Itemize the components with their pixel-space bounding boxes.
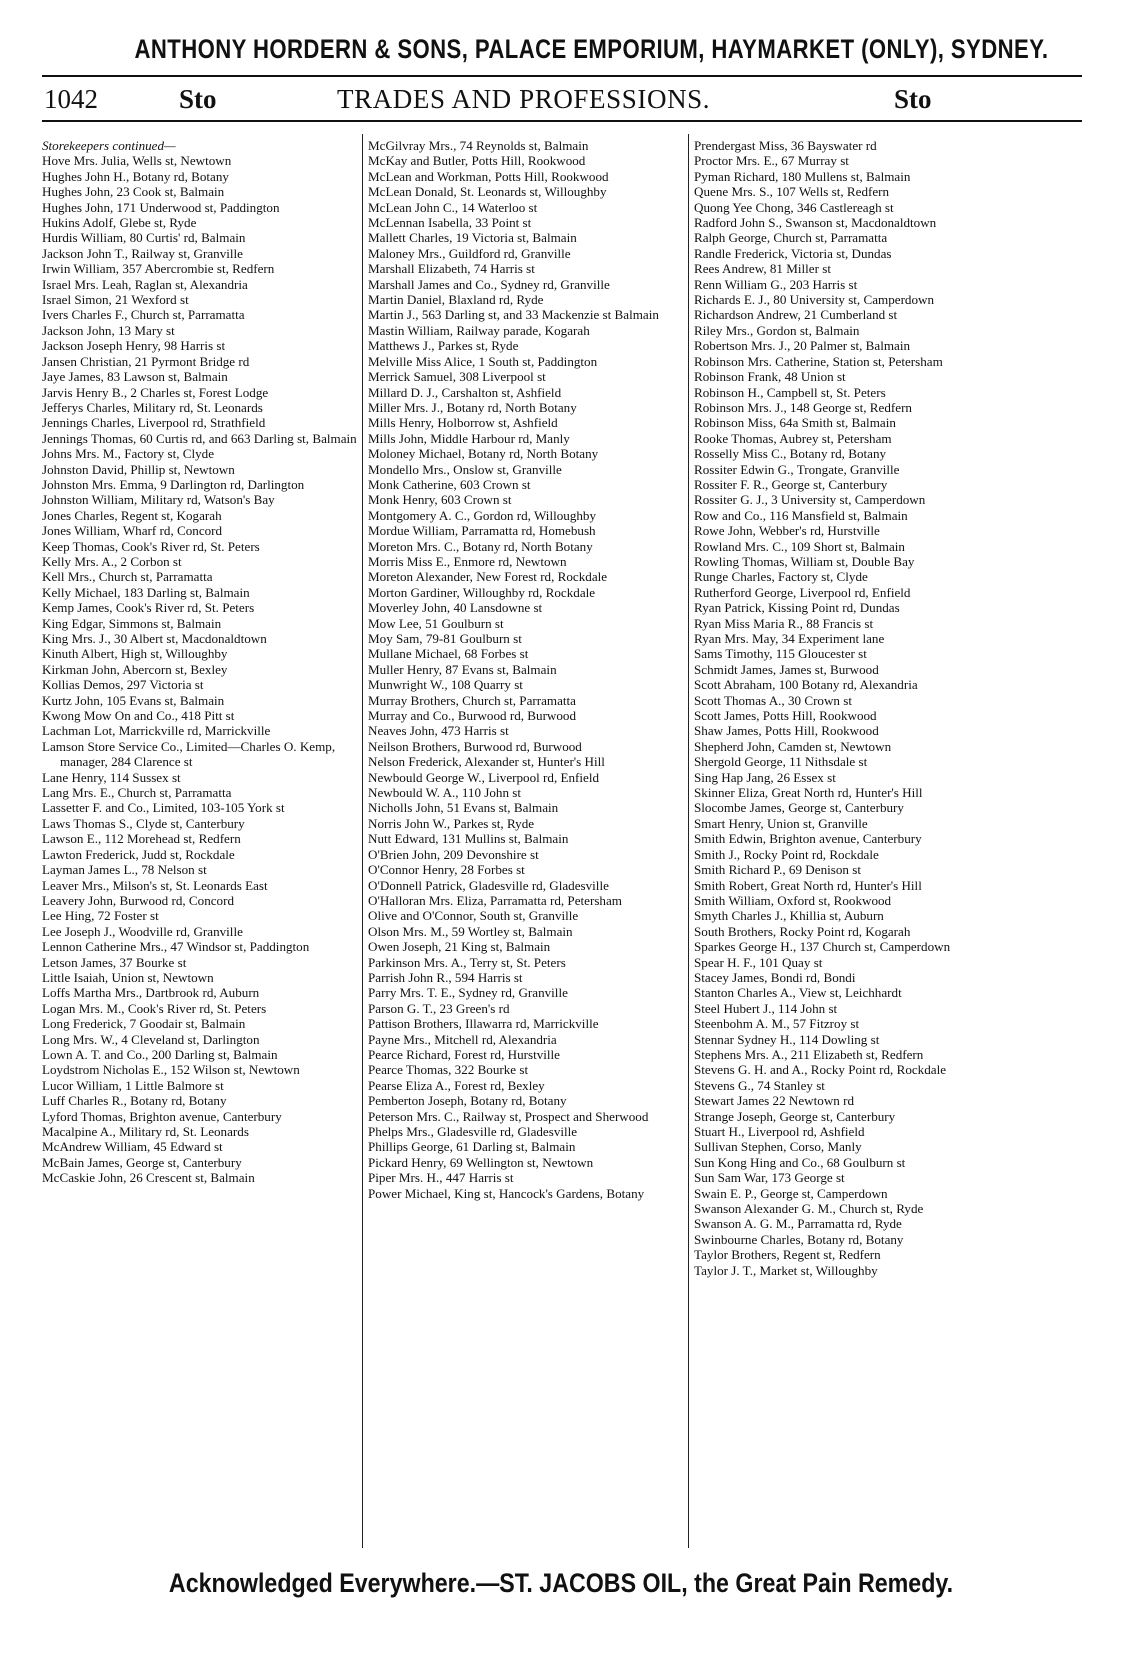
- page-number: 1042: [44, 84, 98, 114]
- section-label-right: Sto: [894, 84, 932, 114]
- directory-entry: Monk Catherine, 603 Crown st: [368, 476, 531, 492]
- directory-entry: Merrick Samuel, 308 Liverpool st: [368, 369, 546, 385]
- directory-entry: McLean and Workman, Potts Hill, Rookwood: [368, 168, 609, 184]
- directory-entry: Riley Mrs., Gordon st, Balmain: [694, 322, 860, 338]
- directory-entry: Stanton Charles A., View st, Leichhardt: [694, 985, 902, 1001]
- directory-entry: Scott Abraham, 100 Botany rd, Alexandria: [694, 677, 918, 693]
- directory-entry: Moloney Michael, Botany rd, North Botany: [368, 446, 599, 462]
- directory-entry: Parry Mrs. T. E., Sydney rd, Granville: [368, 985, 568, 1001]
- directory-entry: Israel Simon, 21 Wexford st: [42, 292, 189, 308]
- directory-entry: Jefferys Charles, Military rd, St. Leonards: [42, 399, 263, 415]
- listing-column-2: [368, 138, 686, 1548]
- directory-entry: Robertson Mrs. J., 20 Palmer st, Balmain: [694, 338, 911, 354]
- directory-entry: Laws Thomas S., Clyde st, Canterbury: [42, 815, 245, 831]
- directory-entry: Johns Mrs. M., Factory st, Clyde: [42, 446, 215, 462]
- directory-entry: Peterson Mrs. C., Railway st, Prospect and Sherwood: [368, 1108, 649, 1124]
- directory-entry: Row and Co., 116 Mansfield st, Balmain: [694, 507, 908, 523]
- directory-entry: Lamson Store Service Co., Limited—Charles O. Kemp, manager, 284 Clarence st: [42, 738, 336, 770]
- directory-entry: Nelson Frederick, Alexander st, Hunter's Hill: [368, 754, 605, 770]
- directory-entry: Ralph George, Church st, Parramatta: [694, 230, 888, 246]
- directory-entry: Little Isaiah, Union st, Newtown: [42, 969, 214, 985]
- directory-entry: Nutt Edward, 131 Mullins st, Balmain: [368, 831, 569, 847]
- directory-entry: McLean Donald, St. Leonards st, Willoughby: [368, 184, 607, 200]
- directory-entry: Lachman Lot, Marrickville rd, Marrickville: [42, 723, 271, 739]
- directory-entry: Neaves John, 473 Harris st: [368, 723, 509, 739]
- directory-entry: Shepherd John, Camden st, Newtown: [694, 738, 892, 754]
- directory-entry: Sullivan Stephen, Corso, Manly: [694, 1139, 862, 1155]
- directory-entry: Millard D. J., Carshalton st, Ashfield: [368, 384, 562, 400]
- directory-entry: Owen Joseph, 21 King st, Balmain: [368, 939, 551, 955]
- directory-entry: Robinson Mrs. J., 148 George st, Redfern: [694, 399, 912, 415]
- directory-entry: Lawson E., 112 Morehead st, Redfern: [42, 831, 241, 847]
- directory-entry: Proctor Mrs. E., 67 Murray st: [694, 153, 849, 169]
- directory-entry: Kelly Michael, 183 Darling st, Balmain: [42, 584, 250, 600]
- directory-entry: McAndrew William, 45 Edward st: [42, 1139, 223, 1155]
- directory-entry: Scott Thomas A., 30 Crown st: [694, 692, 852, 708]
- directory-entry: McGilvray Mrs., 74 Reynolds st, Balmain: [368, 138, 589, 153]
- directory-entry: Runge Charles, Factory st, Clyde: [694, 569, 868, 585]
- directory-entry: Smith William, Oxford st, Rookwood: [694, 892, 892, 908]
- directory-entry: South Brothers, Rocky Point rd, Kogarah: [694, 923, 911, 939]
- directory-entry: Rowling Thomas, William st, Double Bay: [694, 553, 915, 569]
- directory-entry: Lucor William, 1 Little Balmore st: [42, 1077, 224, 1093]
- directory-entry: Steel Hubert J., 114 John st: [694, 1000, 838, 1016]
- directory-entry: Lennon Catherine Mrs., 47 Windsor st, Paddington: [42, 939, 310, 955]
- directory-entry: Stephens Mrs. A., 211 Elizabeth st, Redfern: [694, 1046, 924, 1062]
- directory-entry: Neilson Brothers, Burwood rd, Burwood: [368, 738, 582, 754]
- advertising-footer: Acknowledged Everywhere.—ST. JACOBS OIL, the Great Pain Remedy.: [168, 1568, 954, 1598]
- directory-entry: Kelly Mrs. A., 2 Corbon st: [42, 553, 182, 569]
- section-label-left: Sto: [179, 84, 217, 114]
- directory-entry: Hughes John, 171 Underwood st, Paddington: [42, 199, 280, 215]
- directory-entry: Rosselly Miss C., Botany rd, Botany: [694, 446, 887, 462]
- directory-entry: Olive and O'Connor, South st, Granville: [368, 908, 579, 924]
- directory-entry: Swanson Alexander G. M., Church st, Ryde: [694, 1201, 924, 1217]
- directory-entry: Mordue William, Parramatta rd, Homebush: [368, 523, 596, 539]
- directory-entry: Martin Daniel, Blaxland rd, Ryde: [368, 292, 544, 308]
- directory-entry: McLean John C., 14 Waterloo st: [368, 199, 538, 215]
- directory-entry: Sun Kong Hing and Co., 68 Goulburn st: [694, 1154, 906, 1170]
- directory-entry: Sun Sam War, 173 George st: [694, 1170, 845, 1186]
- directory-entry: Israel Mrs. Leah, Raglan st, Alexandria: [42, 276, 248, 292]
- directory-entry: Parkinson Mrs. A., Terry st, St. Peters: [368, 954, 566, 970]
- directory-entry: O'Halloran Mrs. Eliza, Parramatta rd, Petersham: [368, 892, 622, 908]
- directory-entry: Jennings Charles, Liverpool rd, Strathfield: [42, 415, 266, 431]
- directory-entry: Jackson John, 13 Mary st: [42, 322, 175, 338]
- directory-entry: Lang Mrs. E., Church st, Parramatta: [42, 785, 232, 801]
- directory-entry: Lee Joseph J., Woodville rd, Granville: [42, 923, 243, 939]
- directory-entry: Mills John, Middle Harbour rd, Manly: [368, 430, 570, 446]
- directory-entry: Montgomery A. C., Gordon rd, Willoughby: [368, 507, 597, 523]
- directory-entry: Shergold George, 11 Nithsdale st: [694, 754, 868, 770]
- directory-entry: Piper Mrs. H., 447 Harris st: [368, 1170, 514, 1186]
- directory-entry: Phillips George, 61 Darling st, Balmain: [368, 1139, 576, 1155]
- directory-entry: Mastin William, Railway parade, Kogarah: [368, 322, 590, 338]
- directory-entry: McBain James, George st, Canterbury: [42, 1154, 242, 1170]
- directory-entry: Rossiter G. J., 3 University st, Camperdown: [694, 492, 926, 508]
- directory-entry: Parson G. T., 23 Green's rd: [368, 1000, 510, 1016]
- directory-entry: Moy Sam, 79-81 Goulburn st: [368, 631, 522, 646]
- directory-entry: Nicholls John, 51 Evans st, Balmain: [368, 800, 559, 816]
- directory-entry: Kinuth Albert, High st, Willoughby: [42, 646, 228, 662]
- directory-entry: Leaver Mrs., Milson's st, St. Leonards East: [42, 877, 268, 893]
- directory-entry: Smith Edwin, Brighton avenue, Canterbury: [694, 831, 922, 847]
- directory-entry: Pearse Eliza A., Forest rd, Bexley: [368, 1077, 545, 1093]
- directory-entry: Johnston David, Phillip st, Newtown: [42, 461, 235, 477]
- directory-entry: Rees Andrew, 81 Miller st: [694, 261, 831, 277]
- directory-entry: McCaskie John, 26 Crescent st, Balmain: [42, 1170, 255, 1186]
- directory-entry: Power Michael, King st, Hancock's Gardens, Botany: [368, 1185, 645, 1201]
- directory-entry: Rutherford George, Liverpool rd, Enfield: [694, 584, 911, 600]
- directory-entry: Skinner Eliza, Great North rd, Hunter's Hill: [694, 785, 923, 801]
- directory-entry: Hughes John, 23 Cook st, Balmain: [42, 184, 225, 200]
- directory-entry: Morton Gardiner, Willoughby rd, Rockdale: [368, 584, 596, 600]
- page-header: [42, 84, 1082, 120]
- header-rule: [42, 120, 1082, 122]
- directory-entry: Swanson A. G. M., Parramatta rd, Ryde: [694, 1216, 902, 1232]
- directory-entry: Smith J., Rocky Point rd, Rockdale: [694, 846, 879, 862]
- directory-entry: Kurtz John, 105 Evans st, Balmain: [42, 692, 225, 708]
- directory-entry: Jennings Thomas, 60 Curtis rd, and 663 Darling st, Balmain: [42, 430, 357, 446]
- directory-entry: Muller Henry, 87 Evans st, Balmain: [368, 661, 557, 677]
- directory-entry: Marshall Elizabeth, 74 Harris st: [368, 261, 535, 277]
- directory-entry: Keep Thomas, Cook's River rd, St. Peters: [42, 538, 260, 554]
- directory-entry: Morris Miss E., Enmore rd, Newtown: [368, 553, 567, 569]
- directory-entry: Moreton Mrs. C., Botany rd, North Botany: [368, 538, 593, 554]
- directory-entry: Ryan Patrick, Kissing Point rd, Dundas: [694, 600, 900, 616]
- directory-entry: Sparkes George H., 137 Church st, Camperdown: [694, 939, 951, 955]
- directory-entry: Kell Mrs., Church st, Parramatta: [42, 569, 213, 585]
- directory-entry: McLennan Isabella, 33 Point st: [368, 215, 532, 231]
- directory-entry: Smith Robert, Great North rd, Hunter's Hill: [694, 877, 922, 893]
- directory-entry: Taylor Brothers, Regent st, Redfern: [694, 1247, 881, 1263]
- continuation-heading: Storekeepers continued—: [42, 138, 176, 153]
- directory-entry: Radford John S., Swanson st, Macdonaldtown: [694, 215, 937, 231]
- directory-entry: Stennar Sydney H., 114 Dowling st: [694, 1031, 880, 1047]
- directory-entry: Irwin William, 357 Abercrombie st, Redfern: [42, 261, 275, 277]
- directory-entry: Stevens G., 74 Stanley st: [694, 1077, 825, 1093]
- directory-entry: Johnston William, Military rd, Watson's Bay: [42, 492, 275, 508]
- directory-entry: Smith Richard P., 69 Denison st: [694, 862, 861, 878]
- directory-entry: Logan Mrs. M., Cook's River rd, St. Peters: [42, 1000, 267, 1016]
- directory-entry: Smart Henry, Union st, Granville: [694, 815, 868, 831]
- directory-entry: Randle Frederick, Victoria st, Dundas: [694, 245, 892, 261]
- directory-entry: Jones William, Wharf rd, Concord: [42, 523, 223, 539]
- directory-entry: Martin J., 563 Darling st, and 33 Mackenzie st Balmain: [368, 307, 659, 323]
- directory-entry: Taylor J. T., Market st, Willoughby: [694, 1262, 878, 1278]
- directory-entry: Rossiter F. R., George st, Canterbury: [694, 476, 888, 492]
- directory-entry: Rowland Mrs. C., 109 Short st, Balmain: [694, 538, 905, 554]
- directory-entry: Sams Timothy, 115 Gloucester st: [694, 646, 867, 662]
- directory-entry: Lawton Frederick, Judd st, Rockdale: [42, 846, 235, 862]
- directory-entry: Ivers Charles F., Church st, Parramatta: [42, 307, 245, 323]
- directory-entry: Norris John W., Parkes st, Ryde: [368, 815, 535, 831]
- directory-entry: Newbould George W., Liverpool rd, Enfield: [368, 769, 600, 785]
- directory-entry: Johnston Mrs. Emma, 9 Darlington rd, Darlington: [42, 476, 305, 492]
- directory-entry: Long Frederick, 7 Goodair st, Balmain: [42, 1016, 246, 1032]
- directory-entry: Steenbohm A. M., 57 Fitzroy st: [694, 1016, 860, 1032]
- directory-entry: Lyford Thomas, Brighton avenue, Canterbury: [42, 1108, 282, 1124]
- directory-entry: Loffs Martha Mrs., Dartbrook rd, Auburn: [42, 985, 260, 1001]
- directory-entry: Lassetter F. and Co., Limited, 103-105 York st: [42, 800, 285, 816]
- directory-entry: Moreton Alexander, New Forest rd, Rockdale: [368, 569, 608, 585]
- directory-entry: Swinbourne Charles, Botany rd, Botany: [694, 1231, 904, 1247]
- directory-entry: Ryan Miss Maria R., 88 Francis st: [694, 615, 874, 631]
- directory-entry: Robinson Mrs. Catherine, Station st, Petersham: [694, 353, 943, 369]
- directory-entry: O'Brien John, 209 Devonshire st: [368, 846, 539, 862]
- directory-entry: King Mrs. J., 30 Albert st, Macdonaldtown: [42, 631, 267, 646]
- directory-entry: Rooke Thomas, Aubrey st, Petersham: [694, 430, 892, 446]
- directory-entry: Richards E. J., 80 University st, Camperdown: [694, 292, 935, 308]
- directory-entry: Macalpine A., Military rd, St. Leonards: [42, 1124, 249, 1139]
- directory-entry: Layman James L., 78 Nelson st: [42, 862, 207, 878]
- directory-entry: Mallett Charles, 19 Victoria st, Balmain: [368, 230, 577, 246]
- directory-entry: Lown A. T. and Co., 200 Darling st, Balmain: [42, 1046, 278, 1062]
- directory-entry: Mow Lee, 51 Goulburn st: [368, 615, 504, 631]
- directory-entry: Lane Henry, 114 Sussex st: [42, 769, 181, 785]
- directory-entry: Robinson H., Campbell st, St. Peters: [694, 384, 886, 400]
- directory-entry: Jansen Christian, 21 Pyrmont Bridge rd: [42, 353, 250, 369]
- directory-entry: Slocombe James, George st, Canterbury: [694, 800, 904, 816]
- directory-entry: Pearce Richard, Forest rd, Hurstville: [368, 1046, 560, 1062]
- directory-entry: Olson Mrs. M., 59 Wortley st, Balmain: [368, 923, 573, 939]
- directory-entry: Hughes John H., Botany rd, Botany: [42, 168, 229, 184]
- top-rule: [42, 75, 1082, 77]
- directory-entry: Stuart H., Liverpool rd, Ashfield: [694, 1124, 865, 1139]
- directory-entry: Kirkman John, Abercorn st, Bexley: [42, 661, 228, 677]
- directory-entry: Jackson Joseph Henry, 98 Harris st: [42, 338, 226, 354]
- column-divider: [362, 134, 363, 1548]
- directory-entry: Stevens G. H. and A., Rocky Point rd, Rockdale: [694, 1062, 947, 1078]
- listing-column-3: [694, 138, 1012, 1548]
- directory-entry: O'Connor Henry, 28 Forbes st: [368, 862, 525, 878]
- advertising-banner: ANTHONY HORDERN & SONS, PALACE EMPORIUM, HAYMARKET (ONLY), SYDNEY.: [134, 34, 1049, 64]
- directory-entry: Mullane Michael, 68 Forbes st: [368, 646, 529, 662]
- directory-entry: Murray and Co., Burwood rd, Burwood: [368, 708, 577, 724]
- directory-entry: Rowe John, Webber's rd, Hurstville: [694, 523, 880, 539]
- directory-entry: Mills Henry, Holborrow st, Ashfield: [368, 415, 558, 431]
- page-title: TRADES AND PROFESSIONS.: [337, 84, 711, 114]
- directory-entry: Parrish John R., 594 Harris st: [368, 969, 523, 985]
- directory-entry: Monk Henry, 603 Crown st: [368, 492, 512, 508]
- directory-entry: Stewart James 22 Newtown rd: [694, 1093, 855, 1109]
- directory-entry: King Edgar, Simmons st, Balmain: [42, 615, 222, 631]
- directory-entry: Sing Hap Jang, 26 Essex st: [694, 769, 836, 785]
- directory-entry: Prendergast Miss, 36 Bayswater rd: [694, 138, 877, 153]
- directory-entry: Letson James, 37 Bourke st: [42, 954, 187, 970]
- directory-entry: Pickard Henry, 69 Wellington st, Newtown: [368, 1154, 594, 1170]
- directory-entry: Pearce Thomas, 322 Bourke st: [368, 1062, 529, 1078]
- directory-entry: Jones Charles, Regent st, Kogarah: [42, 507, 222, 523]
- directory-entry: Schmidt James, James st, Burwood: [694, 661, 879, 677]
- directory-entry: Payne Mrs., Mitchell rd, Alexandria: [368, 1031, 557, 1047]
- directory-entry: Matthews J., Parkes st, Ryde: [368, 338, 519, 354]
- directory-entry: Lee Hing, 72 Foster st: [42, 908, 159, 924]
- directory-entry: Jackson John T., Railway st, Granville: [42, 245, 243, 261]
- directory-entry: Maloney Mrs., Guildford rd, Granville: [368, 245, 571, 261]
- directory-entry: Quene Mrs. S., 107 Wells st, Redfern: [694, 184, 890, 200]
- directory-entry: Robinson Miss, 64a Smith st, Balmain: [694, 415, 896, 431]
- directory-entry: Hukins Adolf, Glebe st, Ryde: [42, 215, 197, 231]
- directory-entry: Miller Mrs. J., Botany rd, North Botany: [368, 399, 577, 415]
- directory-entry: Strange Joseph, George st, Canterbury: [694, 1108, 896, 1124]
- directory-entry: Renn William G., 203 Harris st: [694, 276, 858, 292]
- directory-entry: Hove Mrs. Julia, Wells st, Newtown: [42, 153, 232, 169]
- directory-entry: Loydstrom Nicholas E., 152 Wilson st, Newtown: [42, 1062, 300, 1078]
- directory-entry: Smyth Charles J., Khillia st, Auburn: [694, 908, 884, 924]
- directory-entry: Phelps Mrs., Gladesville rd, Gladesville: [368, 1124, 578, 1139]
- directory-entry: Kwong Mow On and Co., 418 Pitt st: [42, 708, 235, 724]
- directory-entry: Munwright W., 108 Quarry st: [368, 677, 523, 693]
- directory-entry: Moverley John, 40 Lansdowne st: [368, 600, 543, 616]
- directory-entry: Stacey James, Bondi rd, Bondi: [694, 969, 856, 985]
- directory-entry: Shaw James, Potts Hill, Rookwood: [694, 723, 879, 739]
- directory-entry: Jarvis Henry B., 2 Charles st, Forest Lodge: [42, 384, 269, 400]
- directory-entry: Melville Miss Alice, 1 South st, Paddington: [368, 353, 598, 369]
- directory-entry: Spear H. F., 101 Quay st: [694, 954, 823, 970]
- directory-entry: Richardson Andrew, 21 Cumberland st: [694, 307, 898, 323]
- directory-entry: Jaye James, 83 Lawson st, Balmain: [42, 369, 228, 385]
- directory-entry: Pyman Richard, 180 Mullens st, Balmain: [694, 168, 911, 184]
- directory-entry: Scott James, Potts Hill, Rookwood: [694, 708, 877, 724]
- directory-entry: McKay and Butler, Potts Hill, Rookwood: [368, 153, 586, 169]
- directory-entry: Newbould W. A., 110 John st: [368, 785, 522, 801]
- directory-entry: Hurdis William, 80 Curtis' rd, Balmain: [42, 230, 246, 246]
- directory-entry: Pattison Brothers, Illawarra rd, Marrickville: [368, 1016, 599, 1032]
- directory-entry: Quong Yee Chong, 346 Castlereagh st: [694, 199, 894, 215]
- directory-entry: Long Mrs. W., 4 Cleveland st, Darlington: [42, 1031, 260, 1047]
- directory-entry: Mondello Mrs., Onslow st, Granville: [368, 461, 562, 477]
- directory-entry: Rossiter Edwin G., Trongate, Granville: [694, 461, 900, 477]
- directory-entry: O'Donnell Patrick, Gladesville rd, Gladesville: [368, 877, 609, 893]
- directory-entry: Murray Brothers, Church st, Parramatta: [368, 692, 576, 708]
- directory-entry: Leavery John, Burwood rd, Concord: [42, 892, 235, 908]
- listing-column-1: [42, 138, 360, 1548]
- directory-entry: Swain E. P., George st, Camperdown: [694, 1185, 888, 1201]
- directory-entry: Marshall James and Co., Sydney rd, Granville: [368, 276, 610, 292]
- directory-entry: Ryan Mrs. May, 34 Experiment lane: [694, 631, 885, 646]
- directory-entry: Kollias Demos, 297 Victoria st: [42, 677, 204, 693]
- directory-entry: Luff Charles R., Botany rd, Botany: [42, 1093, 227, 1109]
- directory-entry: Pemberton Joseph, Botany rd, Botany: [368, 1093, 567, 1109]
- directory-entry: Kemp James, Cook's River rd, St. Peters: [42, 600, 255, 616]
- column-divider: [688, 134, 689, 1548]
- directory-entry: Robinson Frank, 48 Union st: [694, 369, 846, 385]
